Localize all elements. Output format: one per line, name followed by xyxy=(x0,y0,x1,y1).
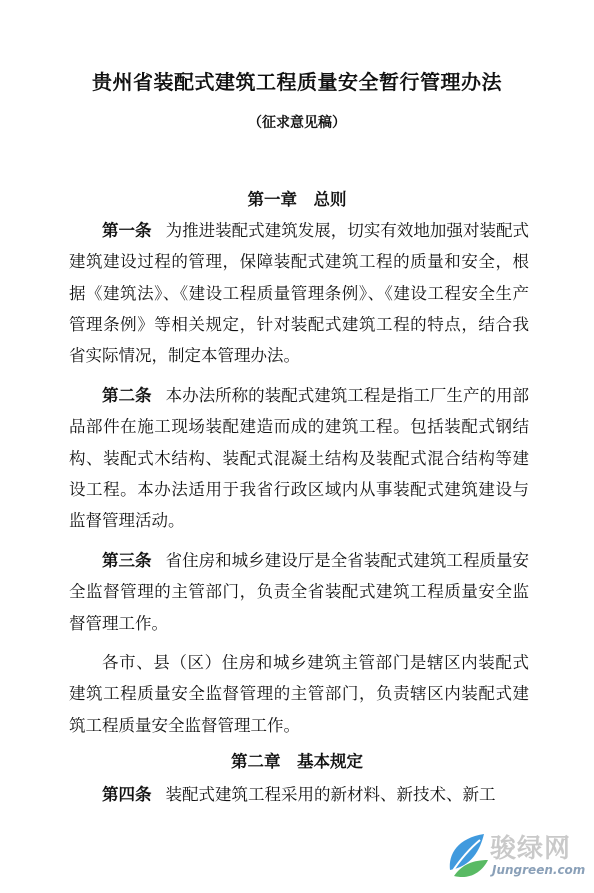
article-2-label: 第二条 xyxy=(102,386,152,405)
article-2 xyxy=(69,380,529,536)
article-3 xyxy=(69,545,529,639)
chapter-2-heading: 第二章 基本规定 xyxy=(231,752,363,771)
article-4-label: 第四条 xyxy=(102,785,152,804)
watermark-url: Jungreen.com xyxy=(492,863,586,877)
article-2-text: 本办法所称的装配式建筑工程是指工厂生产的用部品部件在施工现场装配建造而成的建筑工程。包括装配式钢结构、装配式木结构、装配式混凝土结构及装配式混合结构等建设工程。本办法适用于我省行政区域内从事装配式建筑建设与监督管理活动。 xyxy=(69,386,530,531)
document-title: 贵州省装配式建筑工程质量安全暂行管理办法 xyxy=(92,70,502,94)
chapter-1-heading: 第一章 总则 xyxy=(247,190,347,209)
article-3-paragraph-2: 各市、县（区）住房和城乡建筑主管部门是辖区内装配式建筑工程质量安全监督管理的主管部门，负责辖区内装配式建筑工程质量安全监督管理工作。 xyxy=(69,653,529,735)
article-3-label: 第三条 xyxy=(102,551,152,570)
article-4-text: 装配式建筑工程采用的新材料、新技术、新工 xyxy=(165,785,496,804)
article-4 xyxy=(69,779,529,810)
leaf-logo-icon xyxy=(444,830,490,880)
article-3-text: 省住房和城乡建设厅是全省装配式建筑工程质量安全监督管理的主管部门，负责全省装配式建筑工程质量安全监督管理工作。 xyxy=(69,551,530,633)
document-subtitle: （征求意见稿） xyxy=(248,115,346,131)
watermark-name: 骏绿网 xyxy=(490,834,572,864)
site-watermark xyxy=(444,826,594,888)
article-1-text: 为推进装配式建筑发展，切实有效地加强对装配式建筑建设过程的管理，保障装配式建筑工程的质量和安全，根据《建筑法》、《建设工程质量管理条例》、《建设工程安全生产管理条例》等相关规定，针对装配式建筑工程的特点，结合我省实际情况，制定本管理办法。 xyxy=(69,221,530,366)
article-1-label: 第一条 xyxy=(102,221,152,240)
article-1 xyxy=(69,215,529,371)
